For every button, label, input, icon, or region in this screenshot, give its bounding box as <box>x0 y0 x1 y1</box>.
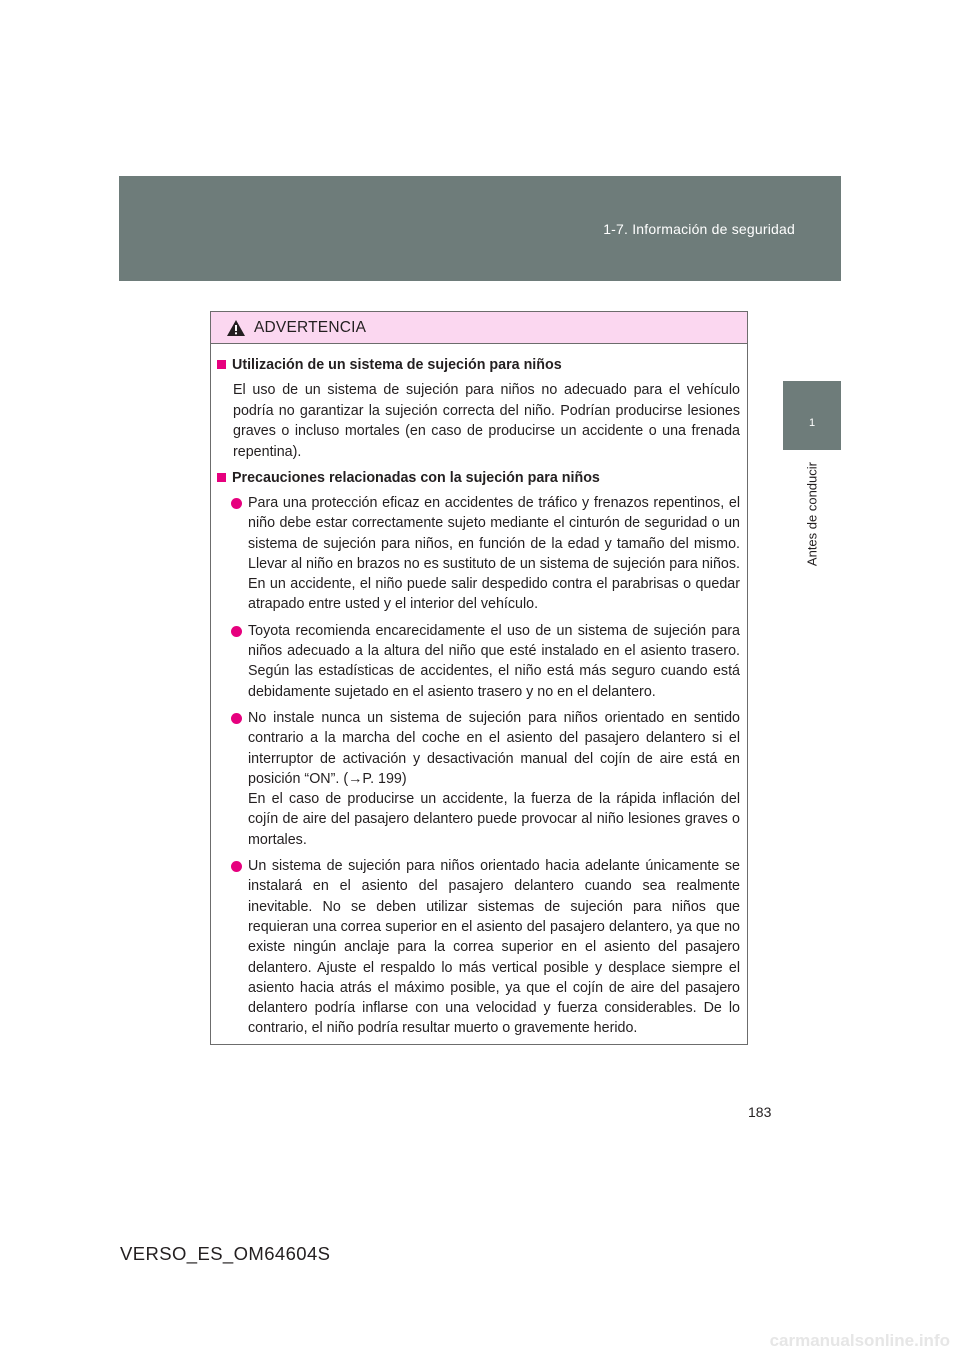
chapter-side-label <box>803 462 821 602</box>
bullet-continuation-text: En el caso de producirse un accidente, la fuerza de la rápida inflación del cojín de aire del pasajero delantero puede provocar al niño lesiones graves o mortales. <box>248 791 740 848</box>
circle-bullet-icon <box>231 498 242 509</box>
square-bullet-icon <box>217 473 226 482</box>
circle-bullet-icon <box>231 861 242 872</box>
bullet-item <box>217 708 741 850</box>
document-code: VERSO_ES_OM64604S <box>120 1243 331 1264</box>
bullet-text: Toyota recomienda encarecidamente el uso de un sistema de sujeción para niños adecuado a la altura del niño que esté instalado en el asiento trasero. Según las estadísticas de accidentes, el niño está más seguro cuando está debidamente sujetado en el asiento trasero y no en el delantero. <box>248 622 740 700</box>
section-heading-text: Utilización de un sistema de sujeción para niños <box>232 357 562 373</box>
section-heading <box>217 355 741 375</box>
bullet-item <box>217 493 741 615</box>
section-paragraph: El uso de un sistema de sujeción para niños no adecuado para el vehículo podría no garantizar la sujeción correcta del niño. Podrían producirse lesiones graves o incluso mortales (en caso de producirse un accidente o una frenada repentina). <box>233 382 740 460</box>
bullet-item <box>217 621 741 702</box>
warning-box <box>210 311 748 1045</box>
bullet-text: Un sistema de sujeción para niños orientado hacia adelante únicamente se instalará en el asiento del pasajero delantero cuando sea realmente inevitable. No se deben utilizar sistemas de sujeción para niños que requieran una correa superior en el asiento del pasajero delantero, ya que no existe ningún anclaje para la correa superior en el asiento del pasajero delantero. Ajuste el respaldo lo más vertical posible y desplace siempre el asiento hacia atrás el máximo posible, ya que el cojín de aire del pasajero delantero podría inflarse con una velocidad y fuerza considerables. De lo contrario, el niño podría resultar muerto o gravemente herido. <box>248 858 740 1037</box>
chapter-label: Antes de conducir <box>804 462 820 567</box>
square-bullet-icon <box>217 360 226 369</box>
chapter-tab <box>783 381 841 450</box>
bullet-text: Para una protección eficaz en accidentes de tráfico y frenazos repentinos, el niño debe estar correctamente sujeto mediante el cinturón de seguridad o un sistema de sujeción para niños, en función de la edad y tamaño del mismo. Llevar al niño en brazos no es sustituto de un sistema de sujeción para niños. En un accidente, el niño puede salir despedido contra el parabrisas o quedar atrapado entre usted y el interior del vehículo. <box>248 495 740 613</box>
bullet-text: No instale nunca un sistema de sujeción para niños orientado en sentido contrario a la marcha del coche en el asiento del pasajero delantero si el interruptor de activación y desactivación manual del cojín de aire está en posición “ON”. (→P. 199) <box>248 709 740 787</box>
warning-title: ADVERTENCIA <box>254 318 367 336</box>
warning-body <box>211 344 747 1039</box>
section-heading-text: Precauciones relacionadas con la sujeción para niños <box>232 470 600 486</box>
bullet-item <box>217 856 741 1039</box>
circle-bullet-icon <box>231 626 242 637</box>
chapter-number: 1 <box>808 417 816 429</box>
svg-text:carmanualsonline.info: carmanualsonline.info <box>769 1331 950 1350</box>
warning-header <box>211 312 747 344</box>
watermark-logo <box>712 1328 952 1352</box>
warning-triangle-icon <box>226 319 246 337</box>
header-band <box>119 176 841 281</box>
circle-bullet-icon <box>231 713 242 724</box>
page-number: 183 <box>748 1104 772 1120</box>
section-title: 1-7. Información de seguridad <box>603 221 795 237</box>
section-heading <box>217 468 741 488</box>
